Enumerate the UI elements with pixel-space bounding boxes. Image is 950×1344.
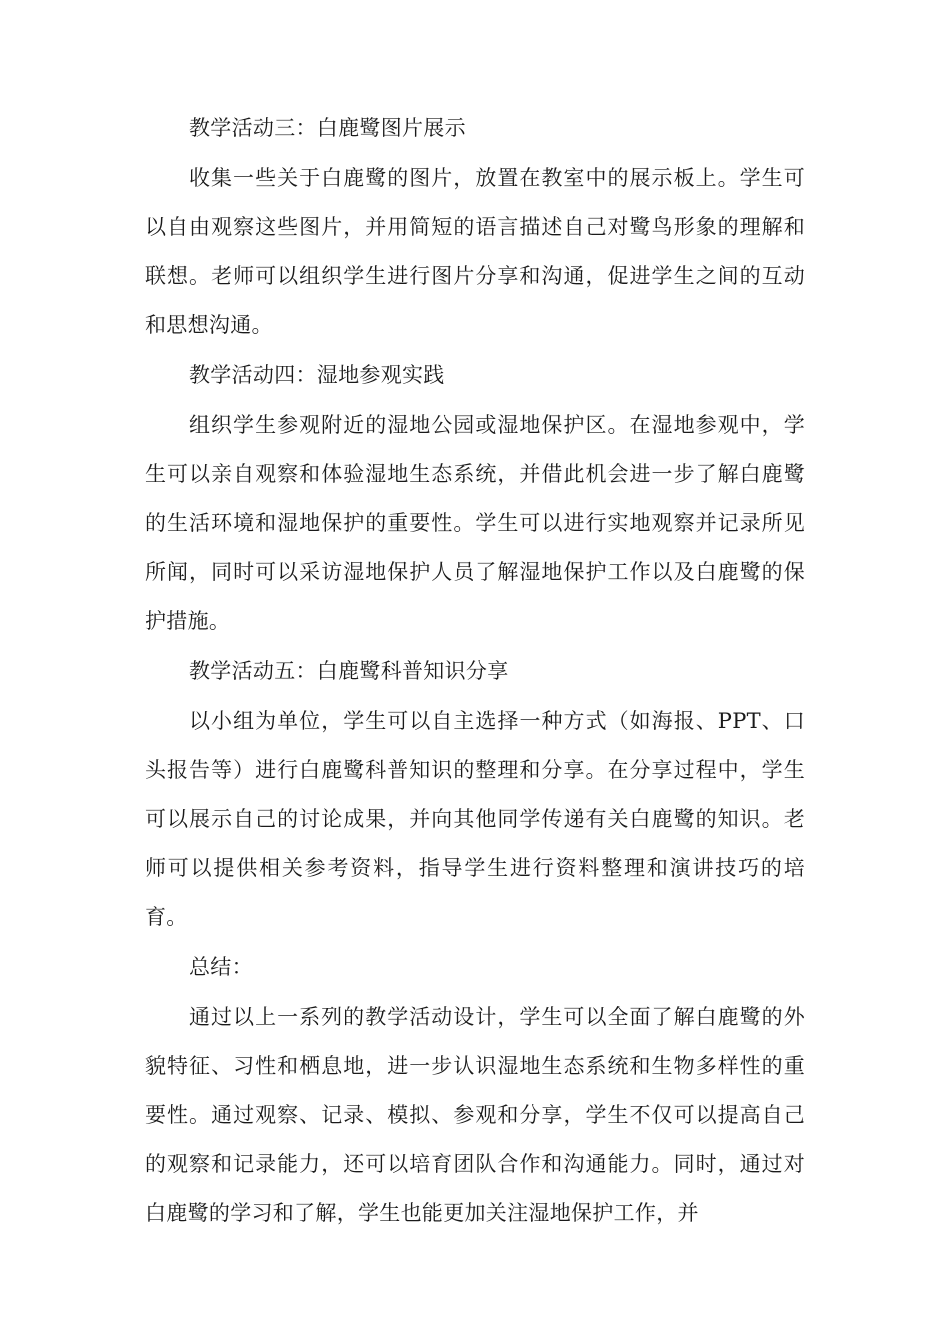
section-paragraph-activity-3: 收集一些关于白鹿鹭的图片，放置在教室中的展示板上。学生可以自由观察这些图片，并用简短的语言描述自己对鹭鸟形象的理解和联想。老师可以组织学生进行图片分享和沟通，促进学生之间的互动和思想沟通。 xyxy=(145,166,805,337)
section-heading-summary: 总结： xyxy=(189,955,253,979)
section-paragraph-activity-5: 以小组为单位，学生可以自主选择一种方式（如海报、PPT、口头报告等）进行白鹿鹭科普知识的整理和分享。在分享过程中，学生可以展示自己的讨论成果，并向其他同学传递有关白鹿鹭的知识。老师可以提供相关参考资料，指导学生进行资料整理和演讲技巧的培育。 xyxy=(145,709,805,929)
document-body xyxy=(145,104,805,1239)
section-paragraph-summary: 通过以上一系列的教学活动设计，学生可以全面了解白鹿鹭的外貌特征、习性和栖息地，进一步认识湿地生态系统和生物多样性的重要性。通过观察、记录、模拟、参观和分享，学生不仅可以提高自己的观察和记录能力，还可以培育团队合作和沟通能力。同时，通过对白鹿鹭的学习和了解，学生也能更加关注湿地保护工作，并 xyxy=(145,1005,805,1225)
section-heading-activity-3: 教学活动三：白鹿鹭图片展示 xyxy=(189,116,466,140)
section-paragraph-activity-4: 组织学生参观附近的湿地公园或湿地保护区。在湿地参观中，学生可以亲自观察和体验湿地生态系统，并借此机会进一步了解白鹿鹭的生活环境和湿地保护的重要性。学生可以进行实地观察并记录所见所闻，同时可以采访湿地保护人员了解湿地保护工作以及白鹿鹭的保护措施。 xyxy=(145,413,805,633)
section-heading-activity-5: 教学活动五：白鹿鹭科普知识分享 xyxy=(189,659,509,683)
section-heading-activity-4: 教学活动四：湿地参观实践 xyxy=(189,363,445,387)
